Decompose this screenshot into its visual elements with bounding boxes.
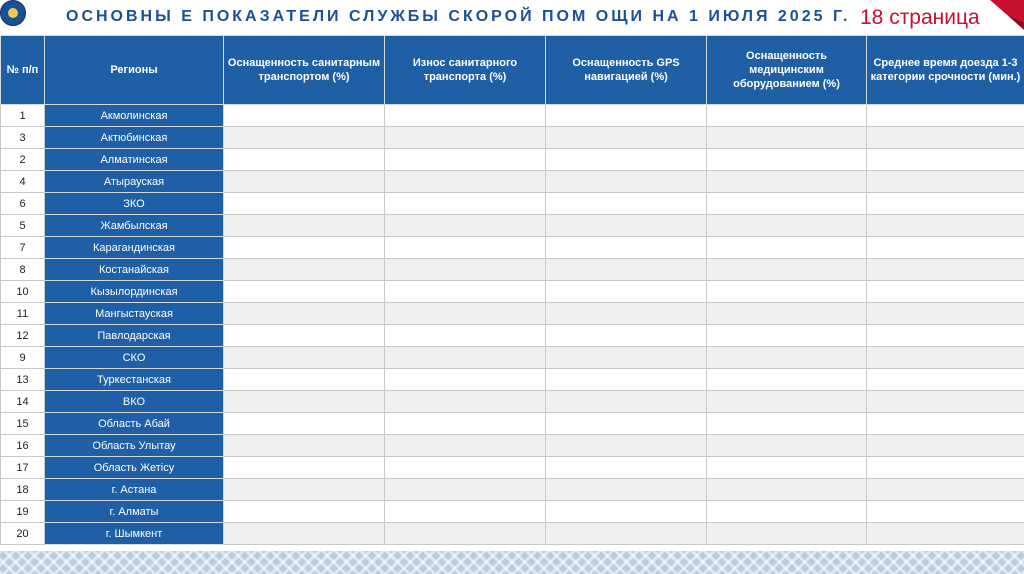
row-number-cell: 2 (1, 149, 45, 171)
value-cell (546, 369, 707, 391)
row-number-cell: 19 (1, 501, 45, 523)
value-cell (385, 303, 546, 325)
value-cell (867, 523, 1024, 545)
value-cell (867, 303, 1024, 325)
page-number-label: 18 страница (860, 6, 980, 29)
slide-header (0, 0, 1024, 34)
value-cell (385, 347, 546, 369)
value-cell (867, 347, 1024, 369)
value-cell (546, 325, 707, 347)
value-cell (707, 127, 867, 149)
ornament-border (0, 551, 1024, 574)
value-cell (546, 391, 707, 413)
value-cell (224, 105, 385, 127)
value-cell (224, 391, 385, 413)
value-cell (385, 435, 546, 457)
value-cell (546, 193, 707, 215)
value-cell (867, 479, 1024, 501)
value-cell (707, 149, 867, 171)
state-emblem-icon (0, 0, 26, 26)
table-row (1, 127, 1024, 149)
value-cell (867, 171, 1024, 193)
table-row (1, 281, 1024, 303)
value-cell (385, 457, 546, 479)
value-cell (707, 171, 867, 193)
row-number-cell: 6 (1, 193, 45, 215)
indicators-table (0, 35, 1024, 545)
value-cell (707, 413, 867, 435)
value-cell (224, 237, 385, 259)
value-cell (224, 369, 385, 391)
region-name-cell: Мангыстауская (45, 303, 224, 325)
value-cell (224, 457, 385, 479)
region-name-cell: Жамбылская (45, 215, 224, 237)
value-cell (867, 149, 1024, 171)
value-cell (546, 127, 707, 149)
row-number-cell: 15 (1, 413, 45, 435)
value-cell (546, 237, 707, 259)
region-name-cell: Костанайская (45, 259, 224, 281)
row-number-cell: 1 (1, 105, 45, 127)
value-cell (546, 523, 707, 545)
table-row (1, 435, 1024, 457)
table-row (1, 105, 1024, 127)
value-cell (224, 127, 385, 149)
value-cell (385, 523, 546, 545)
value-cell (385, 105, 546, 127)
value-cell (867, 413, 1024, 435)
region-name-cell: Область Абай (45, 413, 224, 435)
region-name-cell: ВКО (45, 391, 224, 413)
value-cell (224, 479, 385, 501)
value-cell (707, 369, 867, 391)
value-cell (707, 259, 867, 281)
indicators-table-container (0, 35, 1024, 545)
value-cell (867, 457, 1024, 479)
value-cell (224, 501, 385, 523)
region-name-cell: Кызылординская (45, 281, 224, 303)
table-row (1, 303, 1024, 325)
value-cell (224, 413, 385, 435)
value-cell (867, 105, 1024, 127)
value-cell (224, 347, 385, 369)
table-row (1, 149, 1024, 171)
region-name-cell: СКО (45, 347, 224, 369)
table-row (1, 259, 1024, 281)
value-cell (546, 435, 707, 457)
value-cell (707, 303, 867, 325)
value-cell (546, 457, 707, 479)
value-cell (385, 127, 546, 149)
table-row (1, 215, 1024, 237)
table-row (1, 369, 1024, 391)
value-cell (707, 457, 867, 479)
row-number-cell: 9 (1, 347, 45, 369)
value-cell (546, 501, 707, 523)
region-name-cell: г. Алматы (45, 501, 224, 523)
value-cell (546, 347, 707, 369)
value-cell (385, 171, 546, 193)
value-cell (546, 413, 707, 435)
table-row (1, 347, 1024, 369)
value-cell (707, 105, 867, 127)
value-cell (224, 149, 385, 171)
region-name-cell: Туркестанская (45, 369, 224, 391)
value-cell (707, 501, 867, 523)
row-number-cell: 16 (1, 435, 45, 457)
table-row (1, 457, 1024, 479)
row-number-cell: 14 (1, 391, 45, 413)
value-cell (867, 193, 1024, 215)
value-cell (546, 215, 707, 237)
value-cell (707, 281, 867, 303)
column-header: Оснащенность медицинским оборудованием (%) (707, 36, 867, 105)
column-header: Регионы (45, 36, 224, 105)
column-header: № п/п (1, 36, 45, 105)
value-cell (546, 479, 707, 501)
value-cell (224, 523, 385, 545)
value-cell (224, 303, 385, 325)
region-name-cell: Алматинская (45, 149, 224, 171)
value-cell (546, 303, 707, 325)
table-row (1, 501, 1024, 523)
table-row (1, 391, 1024, 413)
value-cell (867, 237, 1024, 259)
table-row (1, 193, 1024, 215)
region-name-cell: г. Астана (45, 479, 224, 501)
region-name-cell: Актюбинская (45, 127, 224, 149)
table-row (1, 523, 1024, 545)
page-title: ОСНОВНЫ Е ПОКАЗАТЕЛИ СЛУЖБЫ СКОРОЙ ПОМ ОЩИ НА 1 ИЮЛЯ 2025 Г. (66, 8, 851, 25)
row-number-cell: 20 (1, 523, 45, 545)
value-cell (385, 281, 546, 303)
value-cell (867, 259, 1024, 281)
row-number-cell: 18 (1, 479, 45, 501)
value-cell (224, 281, 385, 303)
table-row (1, 171, 1024, 193)
value-cell (546, 259, 707, 281)
value-cell (224, 215, 385, 237)
value-cell (867, 281, 1024, 303)
value-cell (867, 127, 1024, 149)
value-cell (707, 347, 867, 369)
table-row (1, 237, 1024, 259)
value-cell (707, 237, 867, 259)
value-cell (224, 435, 385, 457)
region-name-cell: Павлодарская (45, 325, 224, 347)
region-name-cell: Акмолинская (45, 105, 224, 127)
value-cell (546, 281, 707, 303)
value-cell (546, 171, 707, 193)
value-cell (385, 259, 546, 281)
row-number-cell: 7 (1, 237, 45, 259)
value-cell (385, 501, 546, 523)
value-cell (224, 325, 385, 347)
value-cell (707, 479, 867, 501)
row-number-cell: 11 (1, 303, 45, 325)
region-name-cell: ЗКО (45, 193, 224, 215)
value-cell (385, 325, 546, 347)
value-cell (385, 413, 546, 435)
region-name-cell: г. Шымкент (45, 523, 224, 545)
value-cell (867, 501, 1024, 523)
value-cell (707, 435, 867, 457)
value-cell (385, 149, 546, 171)
value-cell (385, 479, 546, 501)
value-cell (867, 435, 1024, 457)
value-cell (546, 149, 707, 171)
row-number-cell: 12 (1, 325, 45, 347)
value-cell (867, 369, 1024, 391)
value-cell (707, 193, 867, 215)
value-cell (546, 105, 707, 127)
table-header-row (1, 36, 1024, 105)
column-header: Износ санитарного транспорта (%) (385, 36, 546, 105)
row-number-cell: 17 (1, 457, 45, 479)
corner-decoration-icon (984, 0, 1024, 30)
row-number-cell: 5 (1, 215, 45, 237)
table-row (1, 413, 1024, 435)
value-cell (385, 369, 546, 391)
value-cell (224, 259, 385, 281)
value-cell (385, 391, 546, 413)
value-cell (224, 171, 385, 193)
value-cell (707, 325, 867, 347)
value-cell (224, 193, 385, 215)
table-body (1, 105, 1024, 545)
table-row (1, 479, 1024, 501)
column-header: Среднее время доезда 1-3 категории срочности (мин.) (867, 36, 1024, 105)
value-cell (707, 215, 867, 237)
row-number-cell: 10 (1, 281, 45, 303)
value-cell (707, 391, 867, 413)
row-number-cell: 8 (1, 259, 45, 281)
table-row (1, 325, 1024, 347)
value-cell (385, 237, 546, 259)
row-number-cell: 4 (1, 171, 45, 193)
column-header: Оснащенность санитарным транспортом (%) (224, 36, 385, 105)
region-name-cell: Атырауская (45, 171, 224, 193)
region-name-cell: Область Улытау (45, 435, 224, 457)
region-name-cell: Карагандинская (45, 237, 224, 259)
row-number-cell: 3 (1, 127, 45, 149)
region-name-cell: Область Жетісу (45, 457, 224, 479)
value-cell (867, 215, 1024, 237)
value-cell (867, 325, 1024, 347)
column-header: Оснащенность GPS навигацией (%) (546, 36, 707, 105)
row-number-cell: 13 (1, 369, 45, 391)
value-cell (707, 523, 867, 545)
value-cell (385, 193, 546, 215)
value-cell (385, 215, 546, 237)
value-cell (867, 391, 1024, 413)
